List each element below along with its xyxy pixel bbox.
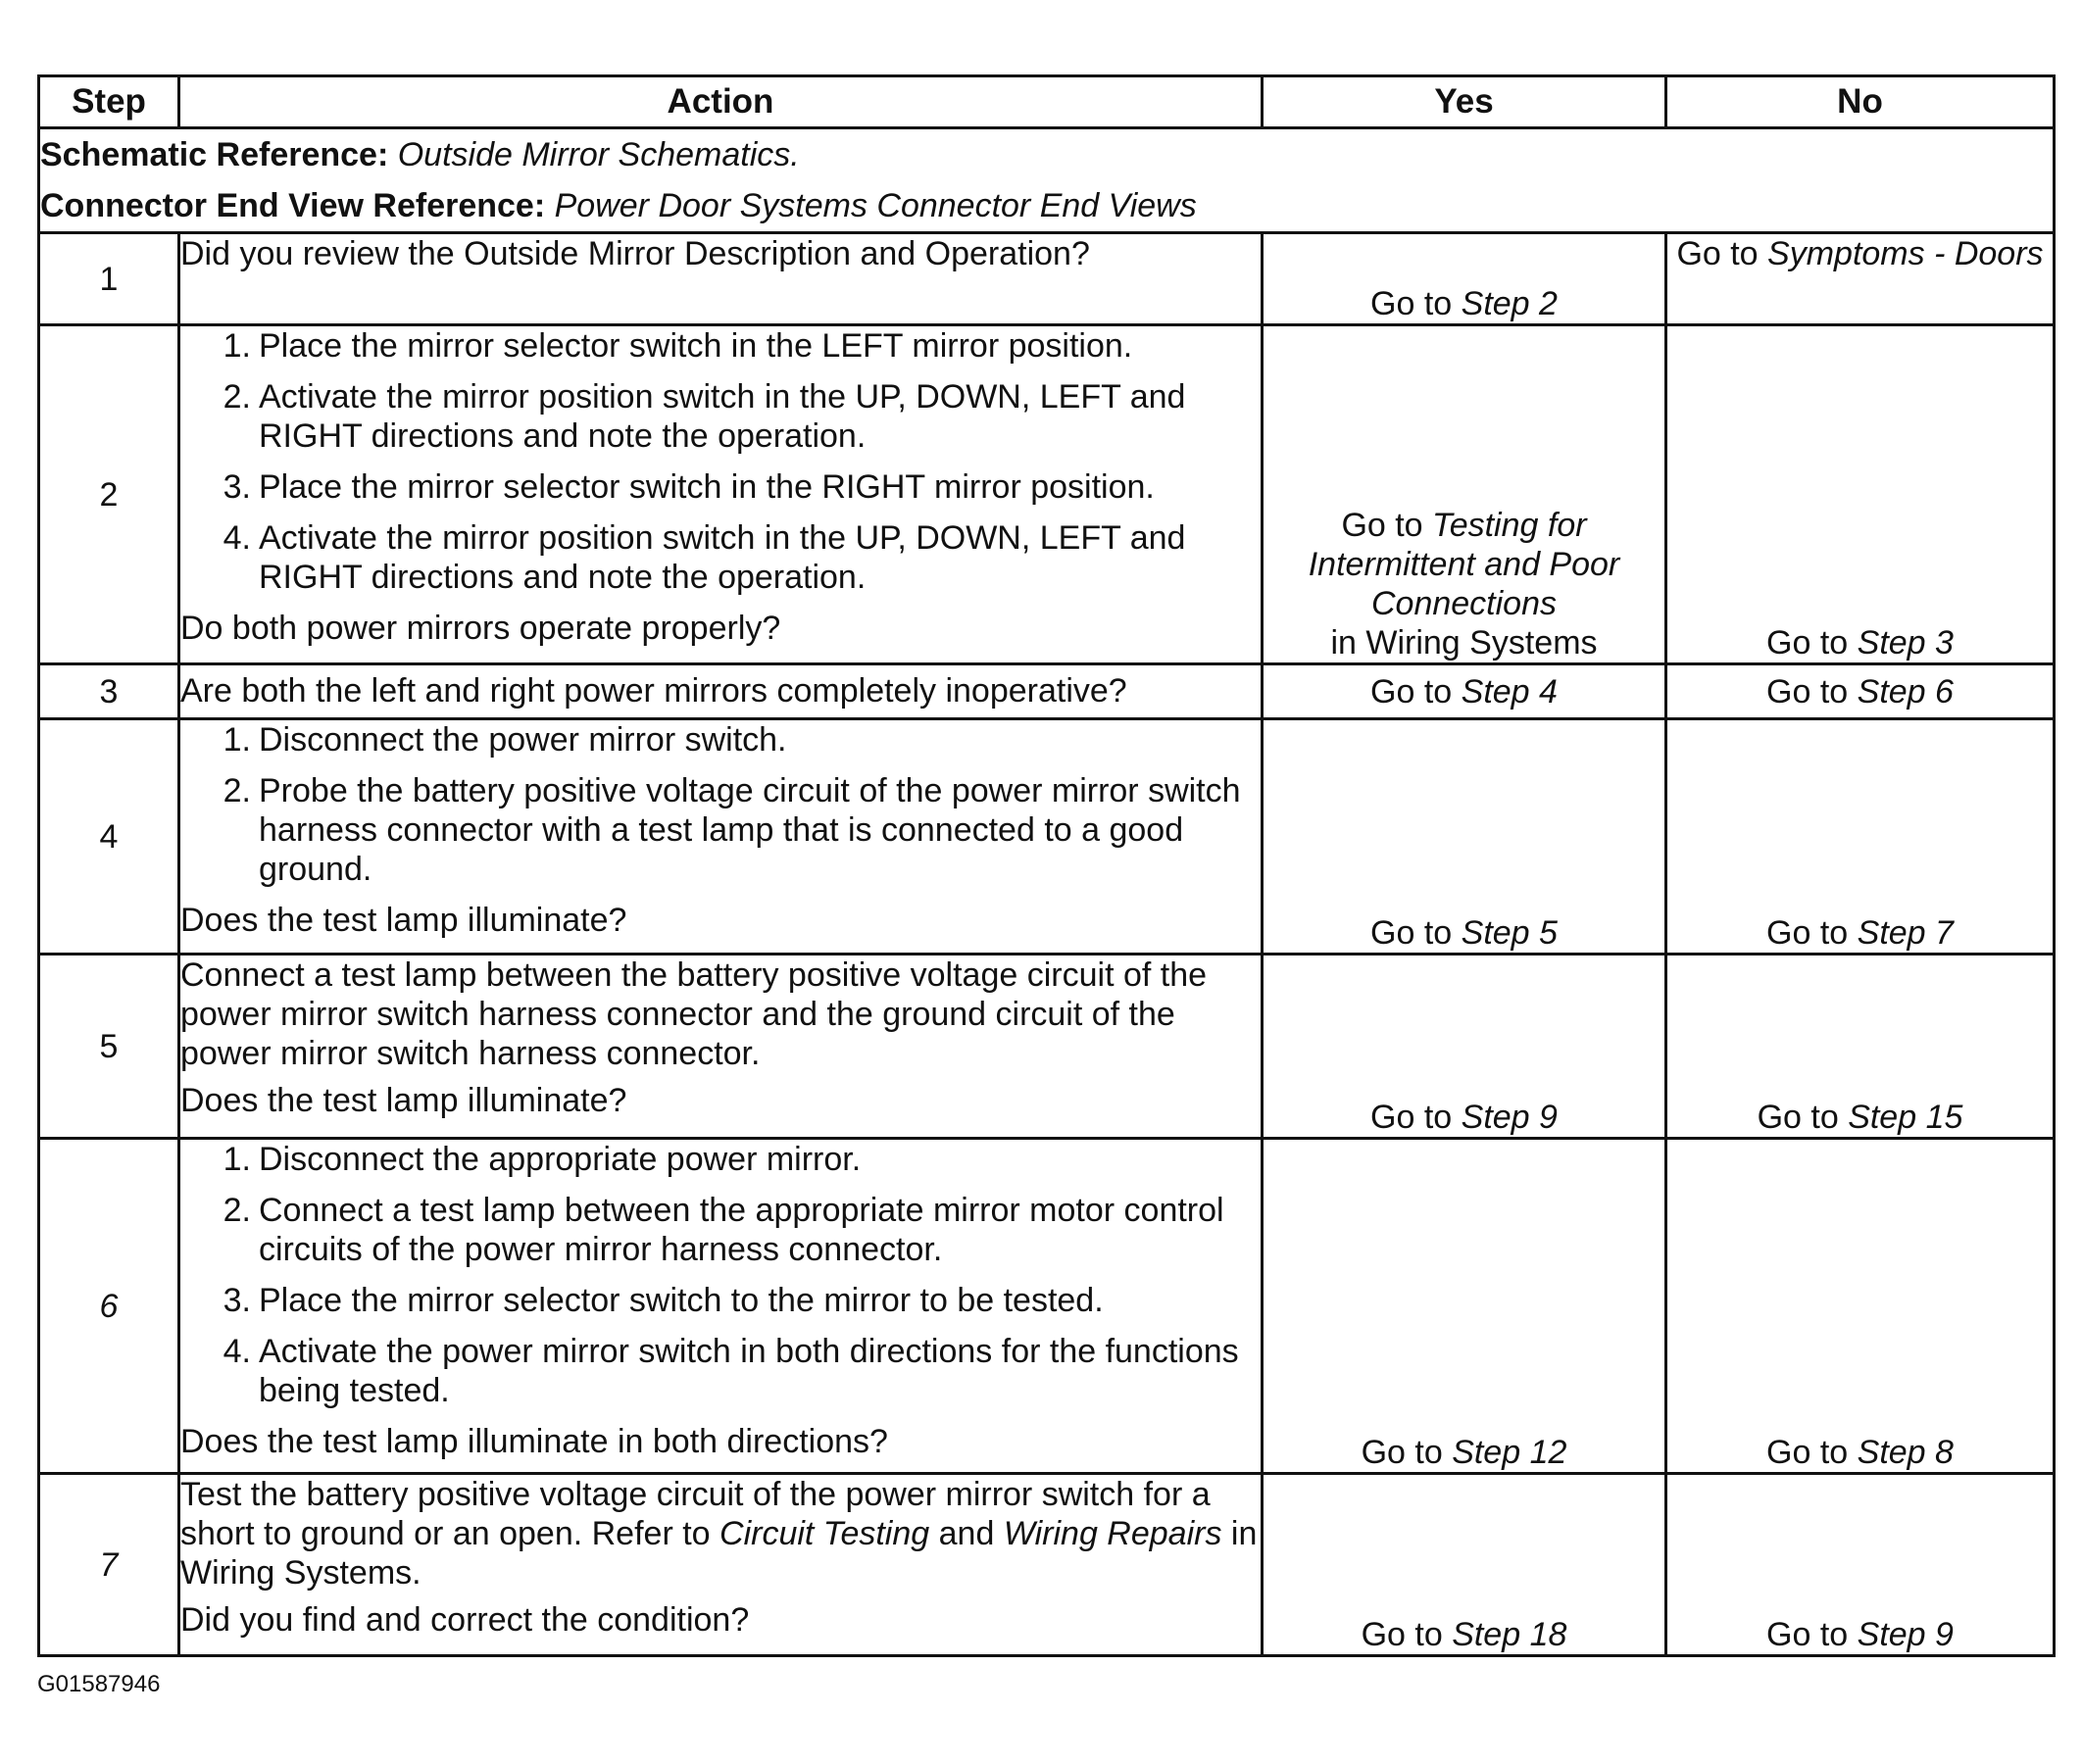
yes-link[interactable]: Step 9 bbox=[1461, 1099, 1558, 1136]
connector-reference-label: Connector End View Reference: bbox=[40, 187, 546, 224]
no-link[interactable]: Step 7 bbox=[1857, 914, 1954, 952]
yes-link[interactable]: Step 18 bbox=[1452, 1616, 1567, 1653]
no-link[interactable]: Step 6 bbox=[1857, 673, 1954, 710]
step-number: 6 bbox=[39, 1139, 179, 1474]
list-item: 3. Place the mirror selector switch to the mirror to be tested. bbox=[223, 1282, 1104, 1319]
list-item: 2. Activate the mirror position switch in the UP, DOWN, LEFT and RIGHT directions and note the operation. bbox=[223, 378, 1186, 455]
action-cell: Connect a test lamp between the battery positive voltage circuit of the power mirror switch harness connector and the ground circuit of the power mirror switch harness connector. Does the test lamp illuminate? bbox=[179, 955, 1263, 1139]
header-row bbox=[39, 76, 2055, 128]
yes-link[interactable]: Step 5 bbox=[1461, 914, 1558, 952]
no-link[interactable]: Symptoms - Doors bbox=[1767, 235, 2044, 272]
no-cell: Go to Step 3 bbox=[1666, 325, 2055, 664]
no-link[interactable]: Step 8 bbox=[1857, 1434, 1954, 1471]
step-number: 1 bbox=[39, 233, 179, 325]
yes-link[interactable]: Testing for Intermittent and Poor Connections bbox=[1308, 507, 1620, 622]
step-number: 7 bbox=[39, 1474, 179, 1656]
yes-cell: Go to Step 2 bbox=[1263, 233, 1666, 325]
action-question: Do both power mirrors operate properly? bbox=[180, 610, 781, 647]
step-number: 4 bbox=[39, 719, 179, 955]
action-steps bbox=[180, 1140, 1261, 1410]
header-step: Step bbox=[39, 76, 179, 128]
list-item: 1. Disconnect the power mirror switch. bbox=[223, 721, 787, 759]
no-cell: Go to Step 7 bbox=[1666, 719, 2055, 955]
action-question: Does the test lamp illuminate? bbox=[180, 902, 627, 939]
no-link[interactable]: Step 9 bbox=[1857, 1616, 1954, 1653]
no-link[interactable]: Step 3 bbox=[1857, 624, 1954, 662]
connector-reference bbox=[40, 180, 2053, 231]
diagnostic-table bbox=[37, 74, 2056, 1657]
diagnostic-document bbox=[37, 74, 2053, 1657]
action-question: Does the test lamp illuminate in both directions? bbox=[180, 1423, 888, 1460]
table-row bbox=[39, 1474, 2055, 1656]
header-yes: Yes bbox=[1263, 76, 1666, 128]
connector-reference-link[interactable]: Power Door Systems Connector End Views bbox=[554, 187, 1197, 224]
yes-cell: Go to Step 12 bbox=[1263, 1139, 1666, 1474]
reference-cell bbox=[39, 128, 2055, 233]
yes-cell: Go to Testing for Intermittent and Poor Connections in Wiring Systems bbox=[1263, 325, 1666, 664]
wiring-repairs-link[interactable]: Wiring Repairs bbox=[1003, 1515, 1222, 1552]
table-row bbox=[39, 233, 2055, 325]
step-number: 2 bbox=[39, 325, 179, 664]
action-cell bbox=[179, 1139, 1263, 1474]
header-action: Action bbox=[179, 76, 1263, 128]
action-question: Does the test lamp illuminate? bbox=[180, 1082, 627, 1119]
no-link[interactable]: Step 15 bbox=[1848, 1099, 1963, 1136]
list-item: 2. Probe the battery positive voltage circuit of the power mirror switch harness connector with a test lamp that is connected to a good ground. bbox=[223, 772, 1241, 888]
list-item: 2. Connect a test lamp between the appropriate mirror motor control circuits of the power mirror harness connector. bbox=[223, 1192, 1224, 1268]
schematic-reference-label: Schematic Reference: bbox=[40, 136, 389, 173]
yes-cell: Go to Step 9 bbox=[1263, 955, 1666, 1139]
list-item: 4. Activate the mirror position switch in the UP, DOWN, LEFT and RIGHT directions and note the operation. bbox=[223, 519, 1186, 596]
yes-link[interactable]: Step 2 bbox=[1461, 285, 1558, 322]
table-row bbox=[39, 664, 2055, 719]
no-cell: Go to Step 8 bbox=[1666, 1139, 2055, 1474]
schematic-reference-link[interactable]: Outside Mirror Schematics. bbox=[397, 136, 800, 173]
action-cell: Test the battery positive voltage circuit of the power mirror switch for a short to ground or an open. Refer to Circuit Testing and Wiring Repairs in Wiring Systems. Did you find and correct the condition? bbox=[179, 1474, 1263, 1656]
no-cell: Go to Step 9 bbox=[1666, 1474, 2055, 1656]
yes-cell: Go to Step 5 bbox=[1263, 719, 1666, 955]
action-steps bbox=[180, 326, 1261, 597]
list-item: 3. Place the mirror selector switch in the RIGHT mirror position. bbox=[223, 468, 1155, 506]
no-cell: Go to Step 15 bbox=[1666, 955, 2055, 1139]
table-row bbox=[39, 325, 2055, 664]
no-cell: Go to Symptoms - Doors bbox=[1666, 233, 2055, 325]
reference-row bbox=[39, 128, 2055, 233]
yes-link[interactable]: Step 12 bbox=[1452, 1434, 1567, 1471]
table-row bbox=[39, 719, 2055, 955]
yes-cell: Go to Step 4 bbox=[1263, 664, 1666, 719]
action-cell: Are both the left and right power mirrors completely inoperative? bbox=[179, 664, 1263, 719]
step-number: 3 bbox=[39, 664, 179, 719]
table-row bbox=[39, 1139, 2055, 1474]
action-cell bbox=[179, 719, 1263, 955]
yes-link[interactable]: Step 4 bbox=[1461, 673, 1558, 710]
schematic-reference bbox=[40, 129, 2053, 180]
list-item: 1. Disconnect the appropriate power mirror. bbox=[223, 1141, 862, 1178]
figure-id: G01587946 bbox=[37, 1671, 161, 1697]
table-row bbox=[39, 955, 2055, 1139]
action-question: Did you find and correct the condition? bbox=[180, 1601, 750, 1639]
header-no: No bbox=[1666, 76, 2055, 128]
list-item: 1. Place the mirror selector switch in the LEFT mirror position. bbox=[223, 327, 1133, 365]
circuit-testing-link[interactable]: Circuit Testing bbox=[719, 1515, 930, 1552]
action-cell bbox=[179, 325, 1263, 664]
no-cell: Go to Step 6 bbox=[1666, 664, 2055, 719]
step-number: 5 bbox=[39, 955, 179, 1139]
list-item: 4. Activate the power mirror switch in both directions for the functions being tested. bbox=[223, 1333, 1239, 1409]
action-steps bbox=[180, 720, 1261, 889]
action-cell: Did you review the Outside Mirror Description and Operation? bbox=[179, 233, 1263, 325]
yes-cell: Go to Step 18 bbox=[1263, 1474, 1666, 1656]
